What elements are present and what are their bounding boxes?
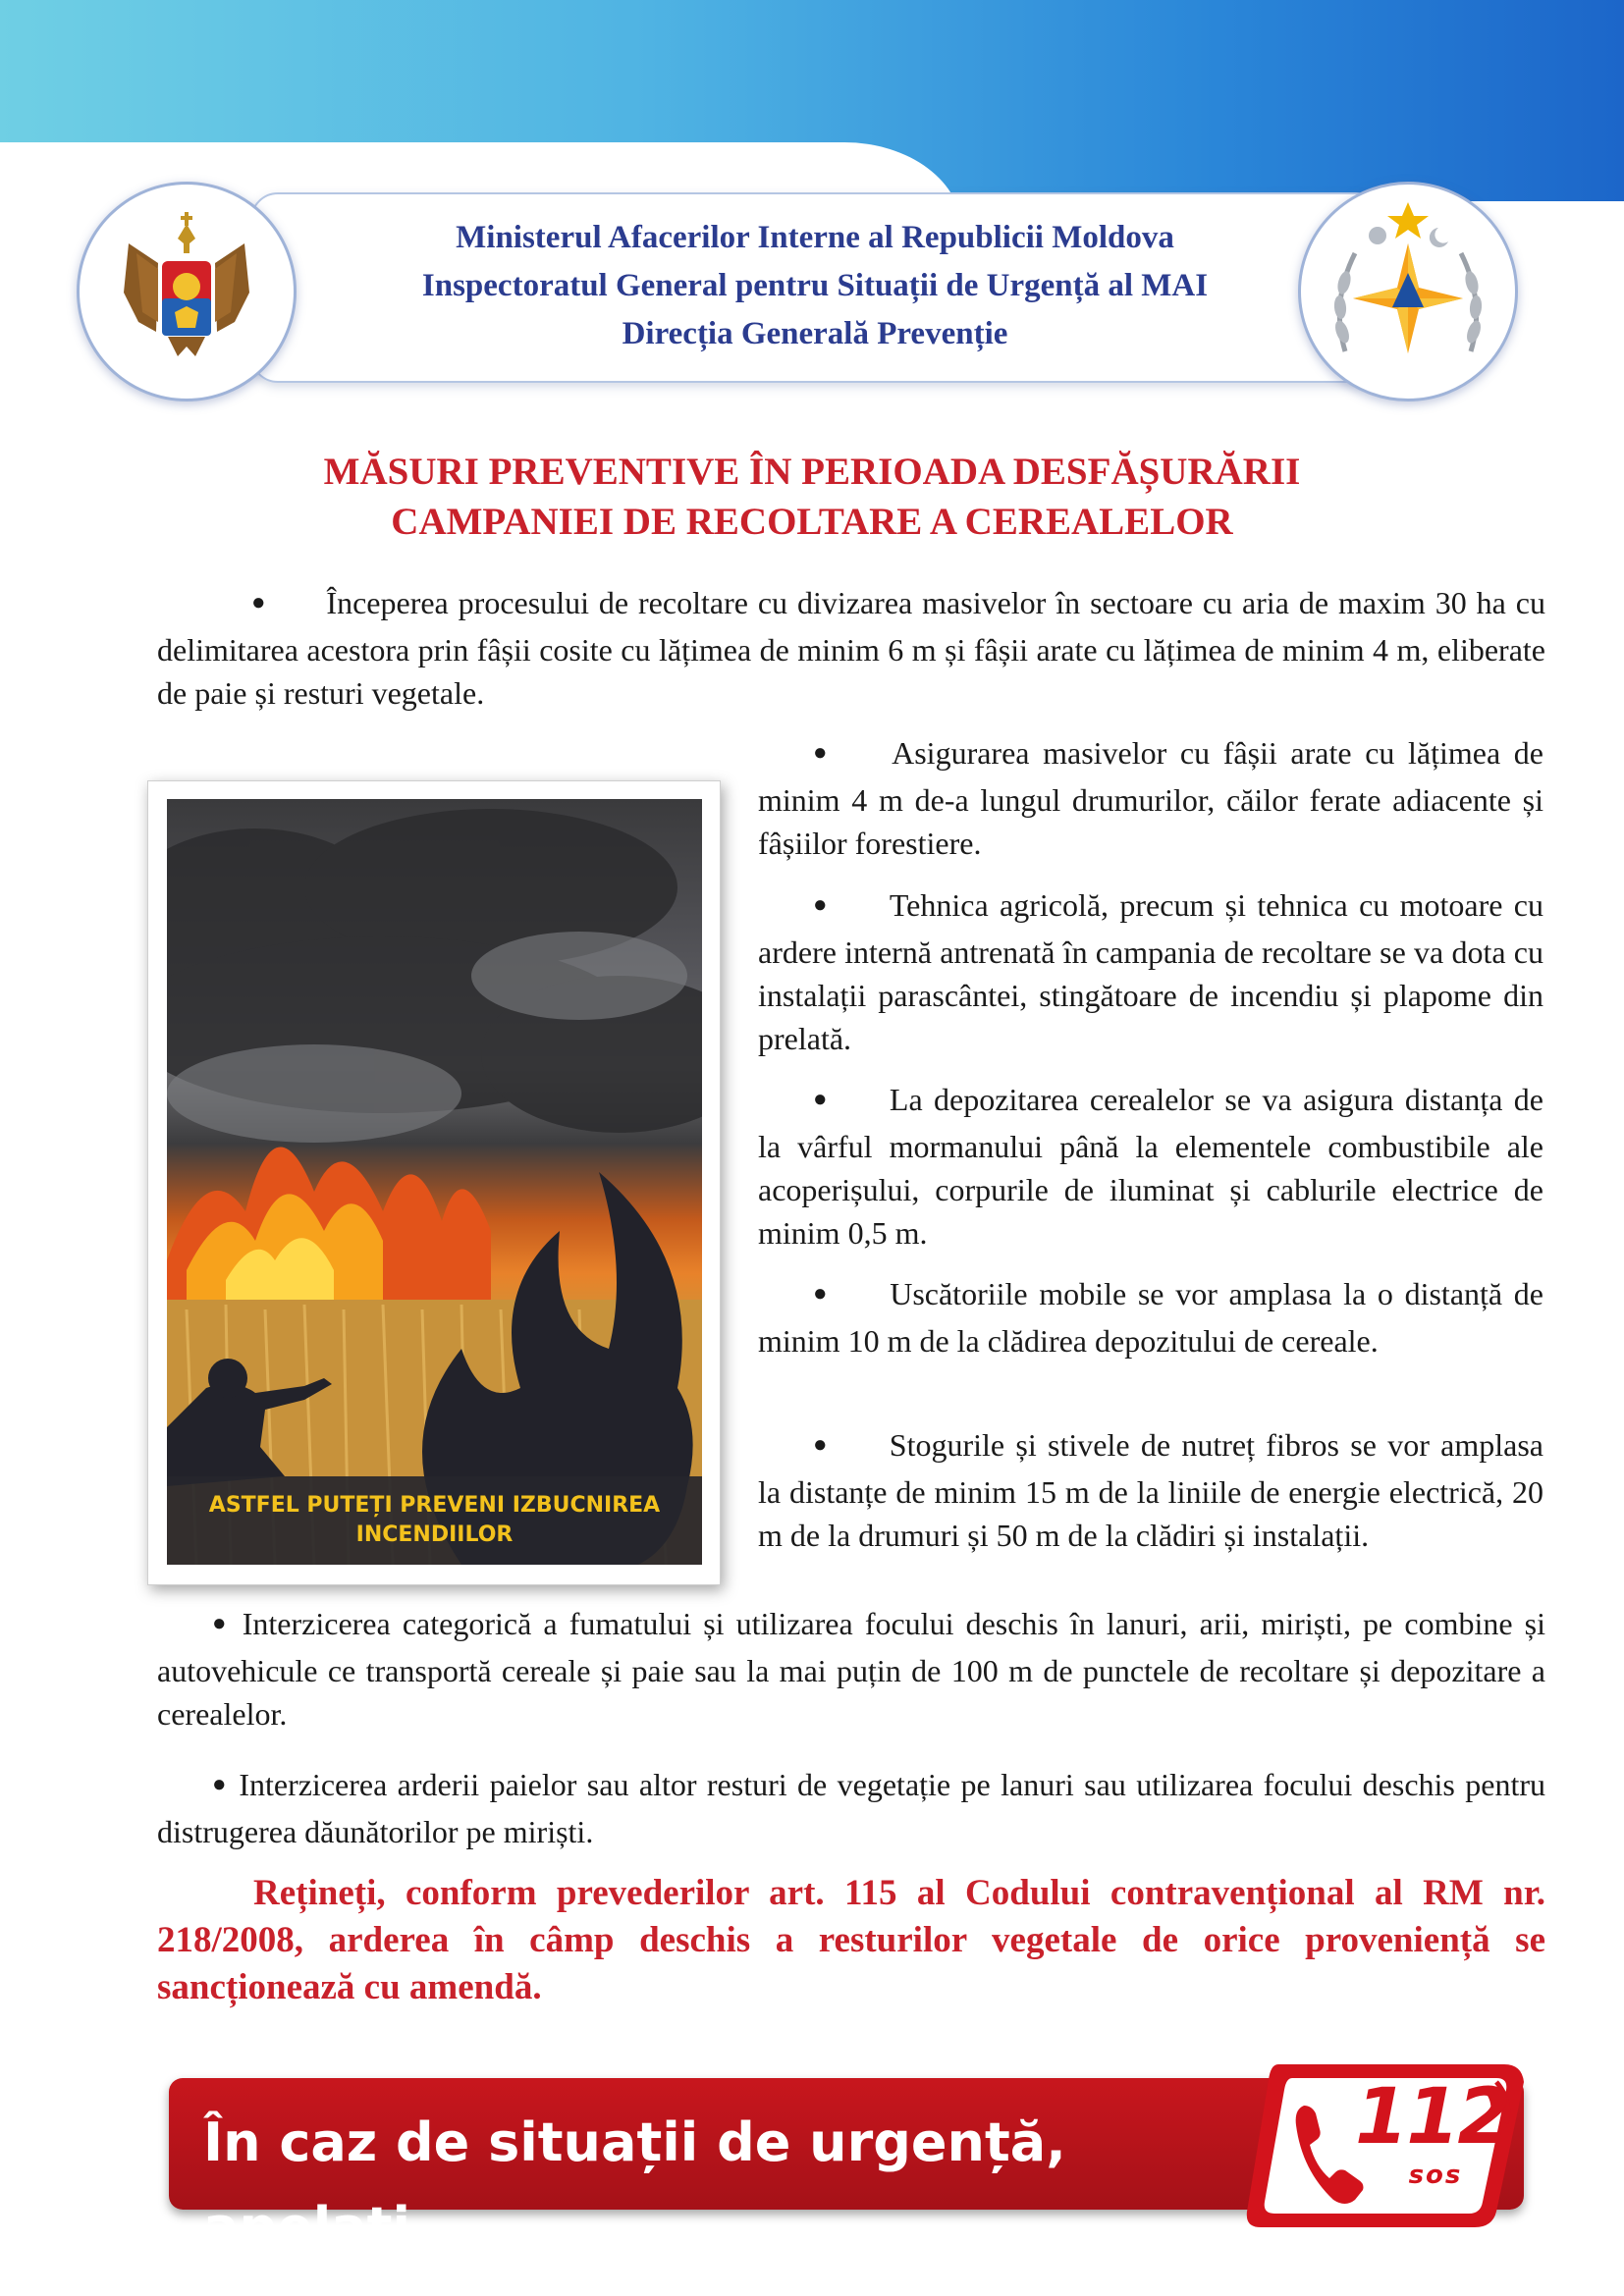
bullet-icon: ● [212,1611,231,1636]
measure-text: Asigurarea masivelor cu fâșii arate cu lățimea de minim 4 m de-a lungul drumurilor, căilor ferate adiacente și fâșiilor forestiere. [758,735,1543,861]
title-line-2: CAMPANIEI DE RECOLTARE A CEREALELOR [391,501,1233,543]
moldova-coat-of-arms-icon [77,182,297,401]
photo-caption [167,1491,702,1550]
photo-caption-line-2: INCENDIILOR [355,1522,514,1547]
bullet-icon: ● [813,1432,831,1458]
measure-text: Stogurile și stivele de nutreț fibros se vor amplasa la distanțe de minim 15 m de la liniile de energie electrică, 20 m de la drumuri și 50 m de la clădiri și instalații. [758,1427,1544,1553]
measure-item [157,581,1545,715]
title-line-1: MĂSURI PREVENTIVE ÎN PERIOADA DESFĂȘURĂRII [323,451,1301,493]
emergency-call-text: În caz de situații de urgență, apelați [203,2111,1066,2258]
bullet-icon: ● [813,740,834,766]
measure-item [157,1602,1545,1735]
badge-label: sos [1408,2161,1463,2190]
header-line-directorate: Direcția Generală Prevenție [622,316,1008,351]
fire-photo-frame [147,780,721,1585]
header-line-inspectorate: Inspectoratul General pentru Situații de Urgență al MAI [421,268,1209,303]
measure-item [758,883,1543,1060]
measure-text: Tehnica agricolă, precum și tehnica cu motoare cu ardere internă antrenată în campania de recoltare se va dota cu instalații parascântei, stingătoare de incendiu și plapome din prelată. [758,887,1544,1056]
measure-item [758,1423,1543,1557]
measure-item [758,1272,1543,1362]
wheat-fire-photo [167,799,702,1565]
bullet-icon: ● [813,1281,832,1307]
bullet-icon: ● [813,892,831,918]
measure-item [758,731,1543,865]
measure-text: Interzicerea categorică a fumatului și utilizarea focului deschis în lanuri, arii, miriști, pe combine și autovehicule ce transportă cereale și paie sau la mai puțin de 100 m de punctele de recoltare și depozitare a cerealelor. [157,1606,1546,1732]
bullet-icon: ● [813,1087,831,1112]
header-line-ministry: Ministerul Afacerilor Interne al Republicii Moldova [456,220,1174,255]
header-text [295,214,1335,358]
measure-text: La depozitarea cerealelor se va asigura distanța de la vârful mormanului până la elementele combustibile ale acoperișului, corpurile de iluminat și cablurile electrice de minim 0,5 m. [758,1082,1544,1251]
bullet-icon: ● [251,590,268,615]
measure-text: Începerea procesului de recoltare cu divizarea masivelor în sectoare cu aria de maxim 30 ha cu delimitarea acestora prin fâșii cosite cu lățimea de minim 6 m și fâșii arate cu lățimea de minim 4 m, eliberate de paie și resturi vegetale. [157,585,1545,711]
measure-item [758,1078,1543,1255]
emergency-112-badge [1239,2045,1532,2237]
photo-caption-line-1: ASTFEL PUTEȚI PREVENI IZBUCNIREA [208,1493,661,1518]
measure-text: Uscătoriile mobile se vor amplasa la o distanță de minim 10 m de la clădirea depozitului de cereale. [758,1276,1544,1359]
measure-text: Interzicerea arderii paielor sau altor resturi de vegetație pe lanuri sau utilizarea focului deschis pentru distrugerea dăunătorilor pe miriști. [157,1767,1546,1849]
page-title [157,447,1467,547]
measure-item [157,1763,1545,1853]
legal-notice: Rețineți, conform prevederilor art. 115 al Codului contravențional al RM nr. 218/2008, arderea în câmp deschis a resturilor vegetale de orice proveniență se sancționează cu amendă. [157,1873,1545,2007]
bullet-icon: ● [212,1772,229,1797]
badge-number: 112 [1355,2073,1509,2162]
igsu-emblem-icon [1298,182,1518,401]
